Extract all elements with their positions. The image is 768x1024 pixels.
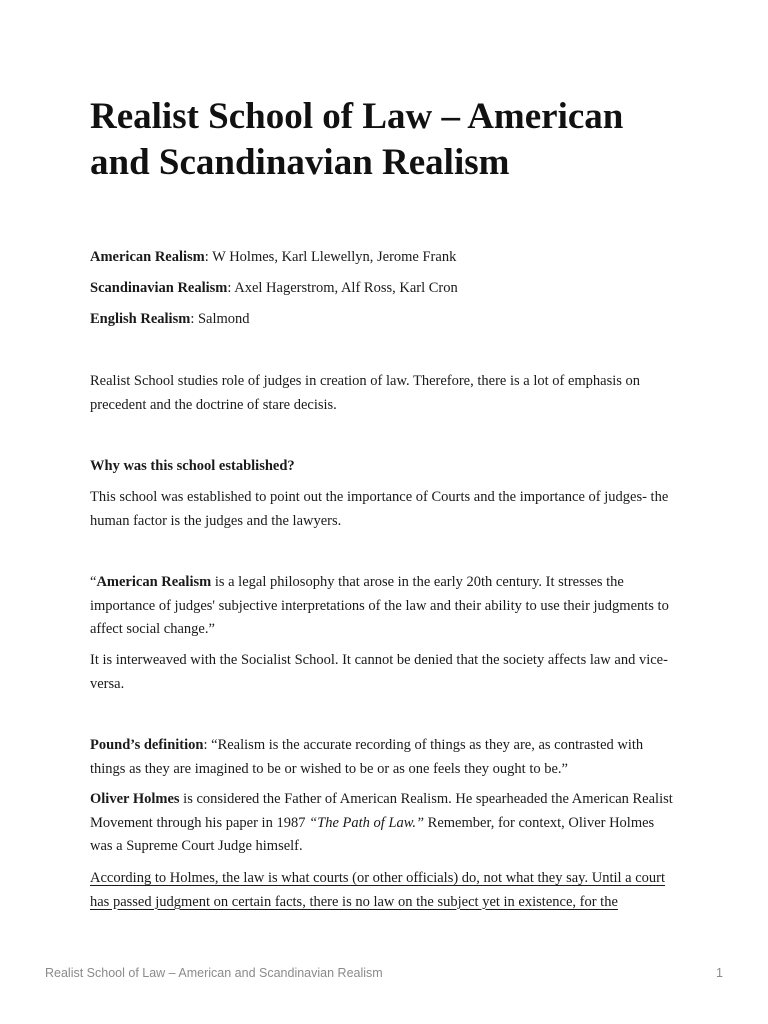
intro-paragraph: Realist School studies role of judges in creation of law. Therefore, there is a lot of emphasis on precedent and the doctrine of stare decisis. [90,373,641,413]
holmes-quote-paragraph: According to Holmes, the law is what courts (or other officials) do, not what they say. Until a court has passed judgment on certain facts, there is no law on the subject yet in existence, for the [90,870,666,910]
school-line-american [90,248,680,266]
quote-paragraph [90,571,680,642]
holmes-paragraph [90,788,680,859]
socialist-paragraph: It is interweaved with the Socialist School. It cannot be denied that the society affects law and vice-versa. [90,652,668,692]
open-quote: “ [90,574,97,590]
school-label: English Realism [90,311,191,327]
paper-title: “The Path of Law.” [309,814,425,831]
pound-paragraph [90,734,680,781]
school-members: : W Holmes, Karl Llewellyn, Jerome Frank [204,249,457,265]
why-heading: Why was this school established? [90,458,295,474]
holmes-text: is considered the Father of American Realism. He spearheaded the American Realist Movement through his paper in 1987 [90,791,673,831]
school-label: Scandinavian Realism [90,280,228,296]
school-members: : Axel Hagerstrom, Alf Ross, Karl Cron [227,280,458,296]
school-label: American Realism [90,249,205,265]
page-number: 1 [716,966,723,980]
school-line-english [90,310,680,328]
section-heading [90,457,680,475]
holmes-label: Oliver Holmes [90,791,180,807]
quote-term: American Realism [96,574,212,590]
pound-label: Pound’s definition [90,737,204,753]
pound-text: : “Realism is the accurate recording of things as they are, as contrasted with things as they are imagined to be or wished to be or as one feels they ought to be.” [90,737,644,777]
page-title: Realist School of Law – American and Scandinavian Realism [90,96,624,183]
school-line-scandinavian [90,279,680,297]
school-members: : Salmond [190,311,250,327]
footer-title: Realist School of Law – American and Scandinavian Realism [45,966,383,980]
holmes-text-continued: Remember, for context, Oliver Holmes was a Supreme Court Judge himself. [90,814,655,854]
quote-text: is a legal philosophy that arose in the early 20th century. It stresses the importance of judges' subjective interpretations of the law and their ability to use their judgments to affect social change.” [90,574,669,637]
why-paragraph: This school was established to point out the importance of Courts and the importance of judges- the human factor is the judges and the lawyers. [90,489,669,529]
